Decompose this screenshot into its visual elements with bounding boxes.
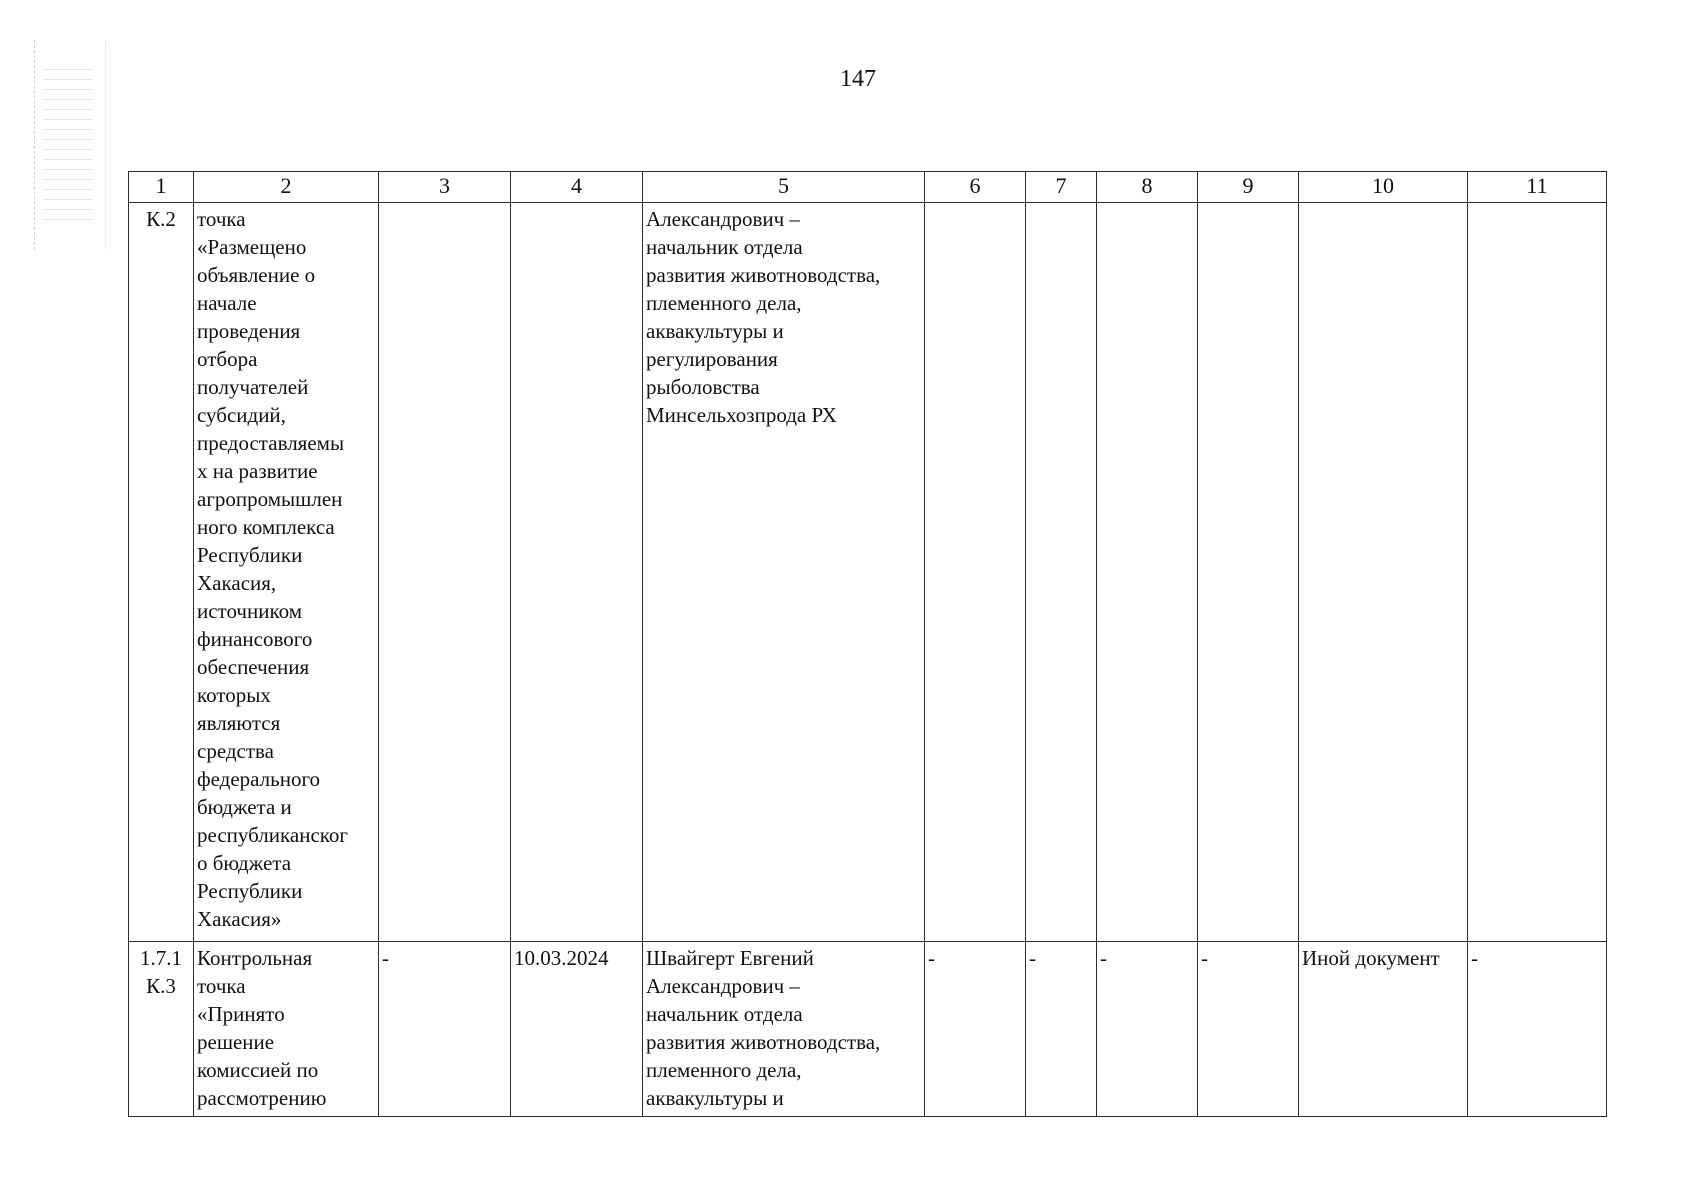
column-7-cell: - bbox=[1026, 942, 1097, 1117]
row-number-cell: 1.7.1 К.3 bbox=[129, 942, 194, 1117]
column-11-cell: - bbox=[1468, 942, 1607, 1117]
document-type-cell bbox=[1299, 203, 1468, 942]
column-8-cell bbox=[1097, 203, 1198, 942]
responsible-cell: Швайгерт Евгений Александрович – начальник отдела развития животноводства, племенного дела, аквакультуры и bbox=[643, 942, 925, 1117]
column-9-cell: - bbox=[1198, 942, 1299, 1117]
event-name-cell: точка «Размещено объявление о начале проведения отбора получателей субсидий, предоставляемы х на развитие агропромышлен ного комплекса Республики Хакасия, источником финансового обеспечения которых являются средства федерального бюджета и республиканског о бюджета Республики Хакасия» bbox=[194, 203, 379, 942]
header-row bbox=[129, 172, 1607, 203]
date-cell: 10.03.2024 bbox=[511, 942, 643, 1117]
column-3-cell bbox=[379, 203, 511, 942]
column-6-cell bbox=[925, 203, 1026, 942]
header-cell-11: 11 bbox=[1468, 172, 1607, 203]
event-name-cell: Контрольная точка «Принято решение комиссией по рассмотрению bbox=[194, 942, 379, 1117]
header-cell-4: 4 bbox=[511, 172, 643, 203]
responsible-cell: Александрович – начальник отдела развития животноводства, племенного дела, аквакультуры и регулирования рыболовства Минсельхозпрода РХ bbox=[643, 203, 925, 942]
column-11-cell bbox=[1468, 203, 1607, 942]
header-cell-7: 7 bbox=[1026, 172, 1097, 203]
page-number: 147 bbox=[840, 66, 876, 92]
column-9-cell bbox=[1198, 203, 1299, 942]
scan-margin-artifact bbox=[34, 40, 106, 250]
date-cell bbox=[511, 203, 643, 942]
column-8-cell: - bbox=[1097, 942, 1198, 1117]
header-cell-1: 1 bbox=[129, 172, 194, 203]
document-table bbox=[128, 171, 1607, 1117]
column-6-cell: - bbox=[925, 942, 1026, 1117]
document-type-cell: Иной документ bbox=[1299, 942, 1468, 1117]
header-cell-5: 5 bbox=[643, 172, 925, 203]
header-cell-8: 8 bbox=[1097, 172, 1198, 203]
header-cell-10: 10 bbox=[1299, 172, 1468, 203]
row-number-cell: К.2 bbox=[129, 203, 194, 942]
table-row bbox=[129, 942, 1607, 1117]
header-cell-3: 3 bbox=[379, 172, 511, 203]
header-cell-9: 9 bbox=[1198, 172, 1299, 203]
column-7-cell bbox=[1026, 203, 1097, 942]
column-3-cell: - bbox=[379, 942, 511, 1117]
table-row bbox=[129, 203, 1607, 942]
header-cell-6: 6 bbox=[925, 172, 1026, 203]
header-cell-2: 2 bbox=[194, 172, 379, 203]
